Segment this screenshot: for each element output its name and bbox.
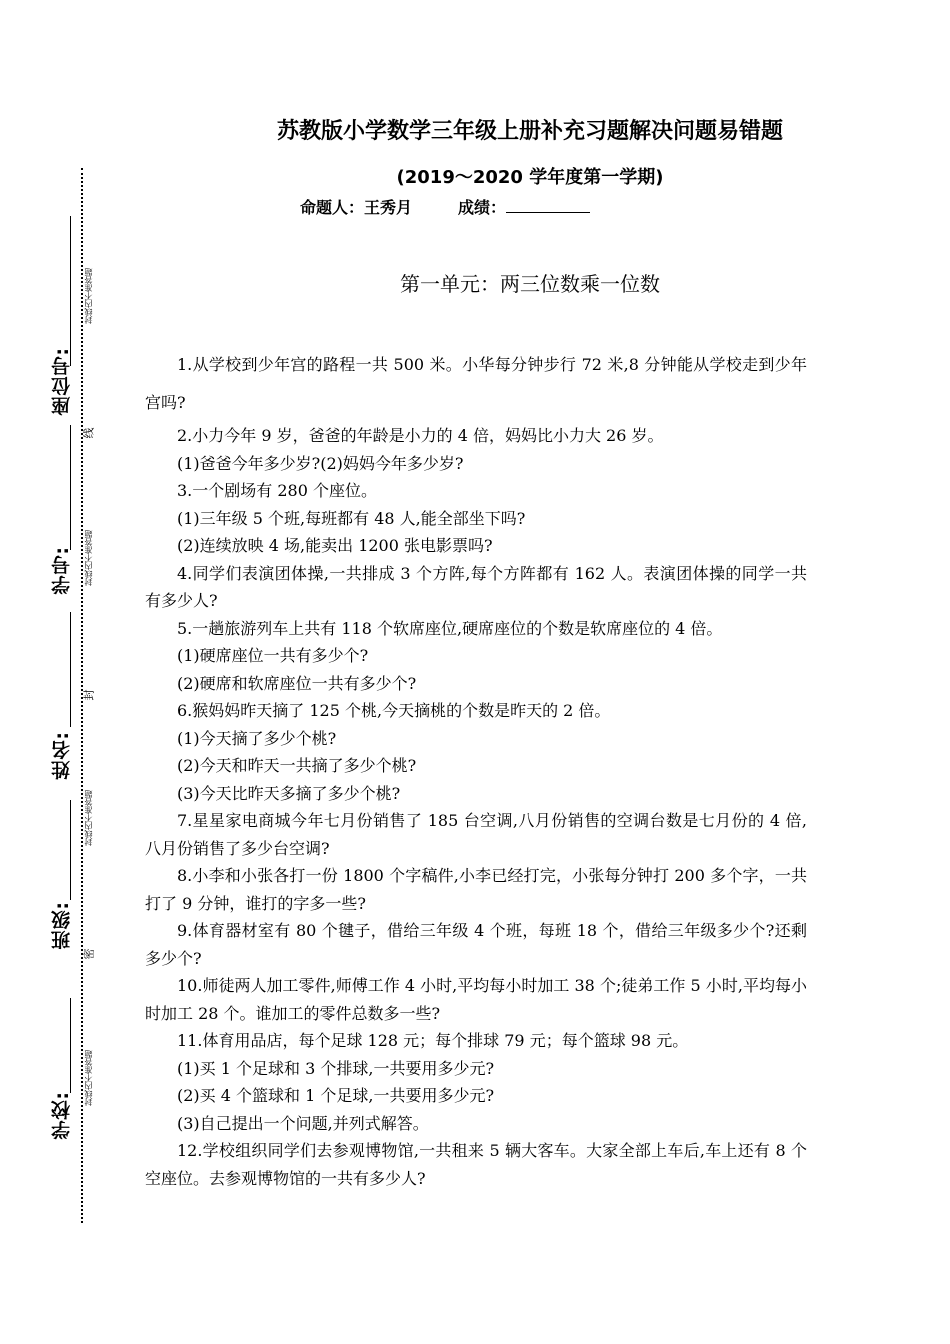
sub-question: (2)硬席和软席座位一共有多少个? xyxy=(177,673,417,693)
class-field[interactable] xyxy=(48,800,88,950)
unit-title: 第一单元：两三位数乘一位数 xyxy=(400,272,660,296)
sub-question: (2)买 4 个篮球和 1 个足球,一共要用多少元? xyxy=(177,1086,495,1105)
question-text: 3.一个剧场有 280 个座位。 xyxy=(177,481,377,500)
seal-char-secret: 密 xyxy=(82,948,96,960)
term-subtitle: (2019～2020 学年度第一学期) xyxy=(396,167,664,188)
score-label: 成绩： xyxy=(458,198,507,217)
sub-question: (1)爸爸今年多少岁?(2)妈妈今年多少岁? xyxy=(177,453,464,473)
question-text: 2.小力今年 9 岁，爸爸的年龄是小力的 4 倍，妈妈比小力大 26 岁。 xyxy=(177,426,664,445)
question-text: 6.猴妈妈昨天摘了 125 个桃,今天摘桃的个数是昨天的 2 倍。 xyxy=(177,701,611,720)
seat-number-field[interactable] xyxy=(48,216,88,416)
seal-char-seal: 封 xyxy=(82,689,96,701)
exam-meta xyxy=(300,195,590,218)
question-text: 1.从学校到少年宫的路程一共 500 米。小华每分钟步行 72 米,8 分钟能从学校走到少年宫吗? xyxy=(145,355,807,412)
student-number-blank[interactable] xyxy=(70,425,71,550)
sub-question: (1)买 1 个足球和 3 个排球,一共要用多少元? xyxy=(177,1058,495,1078)
seal-note: 封线内不准答题 xyxy=(84,1050,93,1106)
question-text: 4.同学们表演团体操,一共排成 3 个方阵,每个方阵都有 162 人。表演团体操的同学一共有多少人? xyxy=(145,563,807,610)
sub-question: (1)硬席座位一共有多少个? xyxy=(177,646,369,665)
class-label: 班级: xyxy=(51,901,73,950)
class-blank[interactable] xyxy=(70,800,71,900)
author-label: 命题人：王秀月 xyxy=(300,198,413,217)
binding-strip xyxy=(0,0,110,1344)
student-number-field[interactable] xyxy=(48,425,88,595)
question-text: 8.小李和小张各打一份 1800 个字稿件,小李已经打完，小张每分钟打 200 多个字，一共打了 9 分钟，谁打的字多一些? xyxy=(145,866,807,913)
name-blank[interactable] xyxy=(70,612,71,727)
school-label: 学校: xyxy=(51,1091,73,1140)
sub-question: (2)今天和昨天一共摘了多少个桃? xyxy=(177,756,417,775)
seal-char-line: 线 xyxy=(82,427,96,439)
sub-question: (1)今天摘了多少个桃? xyxy=(177,728,337,748)
page-title: 苏教版小学数学三年级上册补充习题解决问题易错题 xyxy=(276,119,783,144)
question-text: 7.星星家电商城今年七月份销售了 185 台空调,八月份销售的空调台数是七月份的 4 倍,八月份销售了多少台空调? xyxy=(145,811,807,858)
question-list xyxy=(145,346,807,1192)
school-blank[interactable] xyxy=(70,998,71,1093)
seat-number-label: 座位号: xyxy=(51,347,73,416)
question-text: 5.一趟旅游列车上共有 118 个软席座位,硬席座位的个数是软席座位的 4 倍。 xyxy=(177,618,723,638)
question-text: 9.体育器材室有 80 个毽子，借给三年级 4 个班，每班 18 个，借给三年级多少个?还剩多少个? xyxy=(145,921,807,968)
sub-question: (2)连续放映 4 场,能卖出 1200 张电影票吗? xyxy=(177,536,493,555)
sub-question: (3)今天比昨天多摘了多少个桃? xyxy=(177,783,401,803)
sub-question: (1)三年级 5 个班,每班都有 48 人,能全部坐下吗? xyxy=(177,508,526,528)
school-field[interactable] xyxy=(48,998,88,1140)
question-text: 12.学校组织同学们去参观博物馆,一共租来 5 辆大客车。大家全部上车后,车上还有 8 个空座位。去参观博物馆的一共有多少人? xyxy=(145,1141,807,1188)
name-label: 姓名: xyxy=(51,731,73,780)
seal-note: 封线内不准答题 xyxy=(84,268,93,324)
seat-number-blank[interactable] xyxy=(70,216,71,366)
seal-note: 封线内不准答题 xyxy=(84,530,93,586)
seal-note: 封线内不准答题 xyxy=(84,790,93,846)
question-text: 11.体育用品店，每个足球 128 元；每个排球 79 元；每个篮球 98 元。 xyxy=(177,1031,689,1050)
student-number-label: 学号: xyxy=(51,546,73,595)
question-text: 10.师徒两人加工零件,师傅工作 4 小时,平均每小时加工 38 个;徒弟工作 5 小时,平均每小时加工 28 个。谁加工的零件总数多一些? xyxy=(145,976,807,1023)
sub-question: (3)自己提出一个问题,并列式解答。 xyxy=(177,1113,429,1133)
score-blank[interactable] xyxy=(506,198,590,213)
